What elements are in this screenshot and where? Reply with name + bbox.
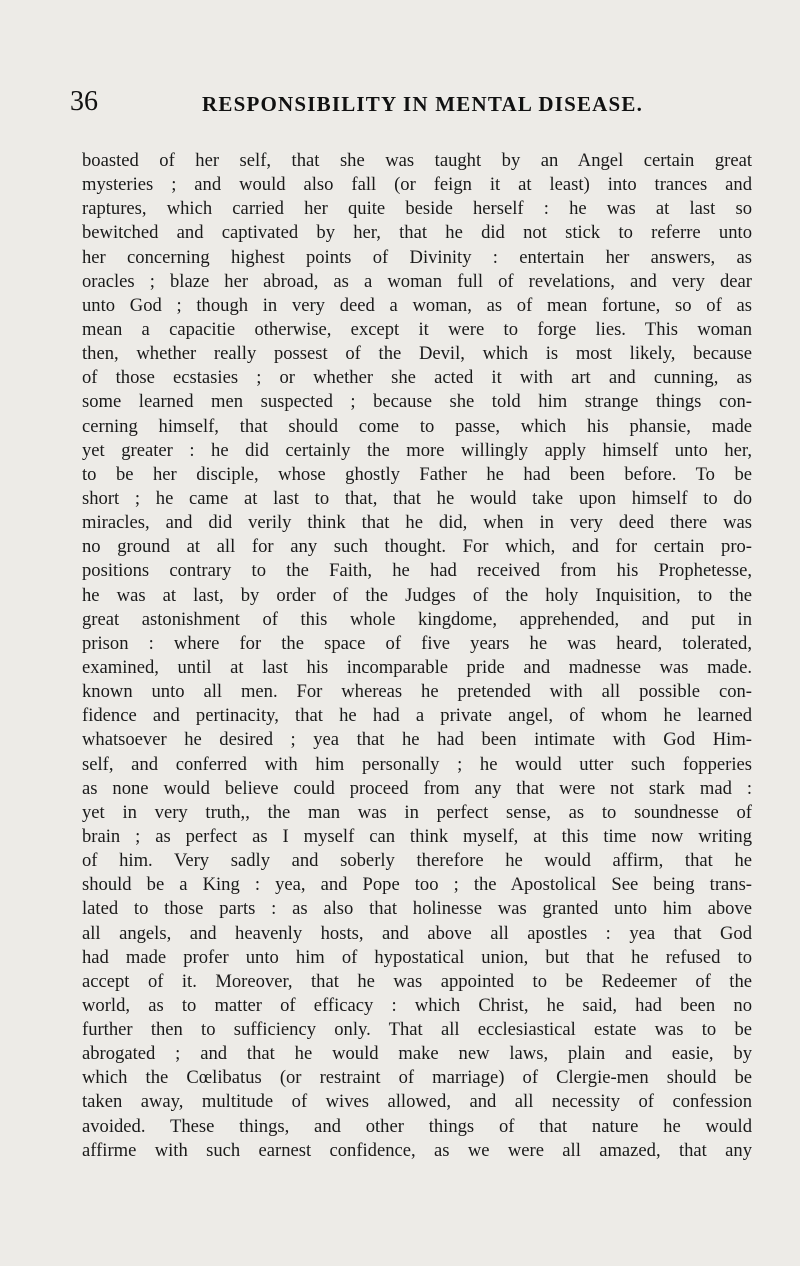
text-line: cerning himself, that should come to passe, which his phansie, made	[82, 415, 752, 437]
text-line: positions contrary to the Faith, he had received from his Prophetesse,	[82, 560, 752, 582]
text-line: short ; he came at last to that, that he would take upon himself to do	[82, 487, 752, 509]
text-line: to be her disciple, whose ghostly Father he had been before. To be	[82, 463, 752, 485]
text-line: bewitched and captivated by her, that he did not stick to referre unto	[82, 222, 752, 244]
text-line: raptures, which carried her quite beside herself : he was at last so	[82, 198, 752, 220]
text-line: yet in very truth,, the man was in perfect sense, as to soundnesse of	[82, 801, 752, 823]
text-line: brain ; as perfect as I myself can think myself, at this time now writing	[82, 825, 752, 847]
text-line: he was at last, by order of the Judges of the holy Inquisition, to the	[82, 584, 752, 606]
text-line: great astonishment of this whole kingdome, apprehended, and put in	[82, 608, 752, 630]
text-line: which the Cœlibatus (or restraint of marriage) of Clergie-men should be	[82, 1067, 752, 1089]
text-line: no ground at all for any such thought. For which, and for certain pro-	[82, 536, 752, 558]
running-head: RESPONSIBILITY IN MENTAL DISEASE.	[202, 92, 644, 116]
text-line: all angels, and heavenly hosts, and above all apostles : yea that God	[82, 922, 752, 944]
text-line: as none would believe could proceed from any that were not stark mad :	[82, 777, 752, 799]
page-header	[70, 88, 750, 118]
text-line: miracles, and did verily think that he did, when in very deed there was	[82, 512, 752, 534]
text-line: her concerning highest points of Divinity : entertain her answers, as	[82, 246, 752, 268]
text-line: of him. Very sadly and soberly therefore he would affirm, that he	[82, 850, 752, 872]
text-line: mean a capacitie otherwise, except it were to forge lies. This woman	[82, 318, 752, 340]
text-line: unto God ; though in very deed a woman, as of mean fortune, so of as	[82, 294, 752, 316]
text-line: boasted of her self, that she was taught by an Angel certain great	[82, 150, 752, 171]
text-line: further then to sufficiency only. That all ecclesiastical estate was to be	[82, 1019, 752, 1041]
text-line: accept of it. Moreover, that he was appointed to be Redeemer of the	[82, 970, 752, 992]
text-line: affirme with such earnest confidence, as we were all amazed, that any	[82, 1139, 752, 1161]
text-line: whatsoever he desired ; yea that he had been intimate with God Him-	[82, 729, 752, 751]
text-line: examined, until at last his incomparable pride and madnesse was made.	[82, 656, 752, 678]
body-text	[82, 149, 752, 1163]
text-line: should be a King : yea, and Pope too ; the Apostolical See being trans-	[82, 874, 752, 896]
text-line: yet greater : he did certainly the more willingly apply himself unto her,	[82, 439, 752, 461]
text-line: mysteries ; and would also fall (or feign it at least) into trances and	[82, 174, 752, 196]
text-line: abrogated ; and that he would make new laws, plain and easie, by	[82, 1043, 752, 1065]
text-line: fidence and pertinacity, that he had a private angel, of whom he learned	[82, 705, 752, 727]
text-line: lated to those parts : as also that holinesse was granted unto him above	[82, 898, 752, 920]
page-number: 36	[70, 86, 98, 117]
text-line: prison : where for the space of five years he was heard, tolerated,	[82, 632, 752, 654]
text-line: world, as to matter of efficacy : which Christ, he said, had been no	[82, 994, 752, 1016]
text-line: of those ecstasies ; or whether she acted it with art and cunning, as	[82, 367, 752, 389]
text-line: then, whether really possest of the Devil, which is most likely, because	[82, 343, 752, 365]
text-line: oracles ; blaze her abroad, as a woman full of revelations, and very dear	[82, 270, 752, 292]
text-line: self, and conferred with him personally ; he would utter such fopperies	[82, 753, 752, 775]
text-line: known unto all men. For whereas he pretended with all possible con-	[82, 681, 752, 703]
text-line: some learned men suspected ; because she told him strange things con-	[82, 391, 752, 413]
text-line: had made profer unto him of hypostatical union, but that he refused to	[82, 946, 752, 968]
text-line: avoided. These things, and other things of that nature he would	[82, 1115, 752, 1137]
text-line: taken away, multitude of wives allowed, and all necessity of confession	[82, 1091, 752, 1113]
